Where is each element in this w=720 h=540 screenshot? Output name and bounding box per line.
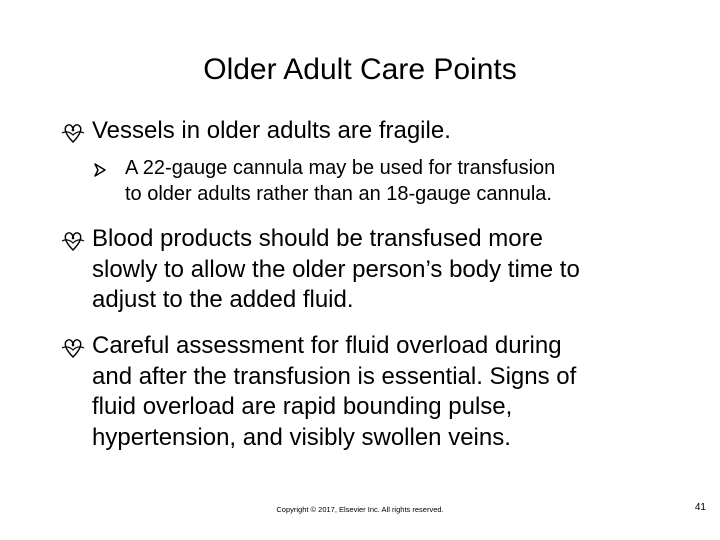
bullet-line: fluid overload are rapid bounding pulse, (92, 393, 513, 420)
bullet-line: Vessels in older adults are fragile. (92, 117, 451, 144)
flourish-bullet-icon (60, 122, 86, 144)
slide-title: Older Adult Care Points (203, 53, 517, 86)
bullet-line: adjust to the added fluid. (92, 286, 354, 313)
flourish-bullet-icon (60, 230, 86, 252)
bullet-text (92, 331, 692, 453)
bullet-line: and after the transfusion is essential. Signs of (92, 362, 577, 390)
bullet-line: slowly to allow the older person’s body time to (92, 255, 580, 283)
bullet-text (92, 116, 692, 147)
copyright-notice: Copyright © 2017, Elsevier Inc. All rights reserved. (276, 505, 444, 514)
bullet-line: Careful assessment for fluid overload during (92, 332, 562, 359)
bullet-line: hypertension, and visibly swollen veins. (92, 423, 511, 451)
flourish-bullet-icon (60, 337, 86, 359)
bullet-text (92, 224, 692, 316)
sub-bullet-line: A 22-gauge cannula may be used for transfusion (125, 157, 556, 179)
page-number: 41 (694, 502, 706, 513)
sub-bullet-text (125, 156, 685, 207)
bullet-line: Blood products should be transfused more (92, 225, 543, 252)
arrowhead-bullet-icon (93, 163, 107, 177)
sub-bullet-line: to older adults rather than an 18-gauge cannula. (125, 182, 552, 205)
